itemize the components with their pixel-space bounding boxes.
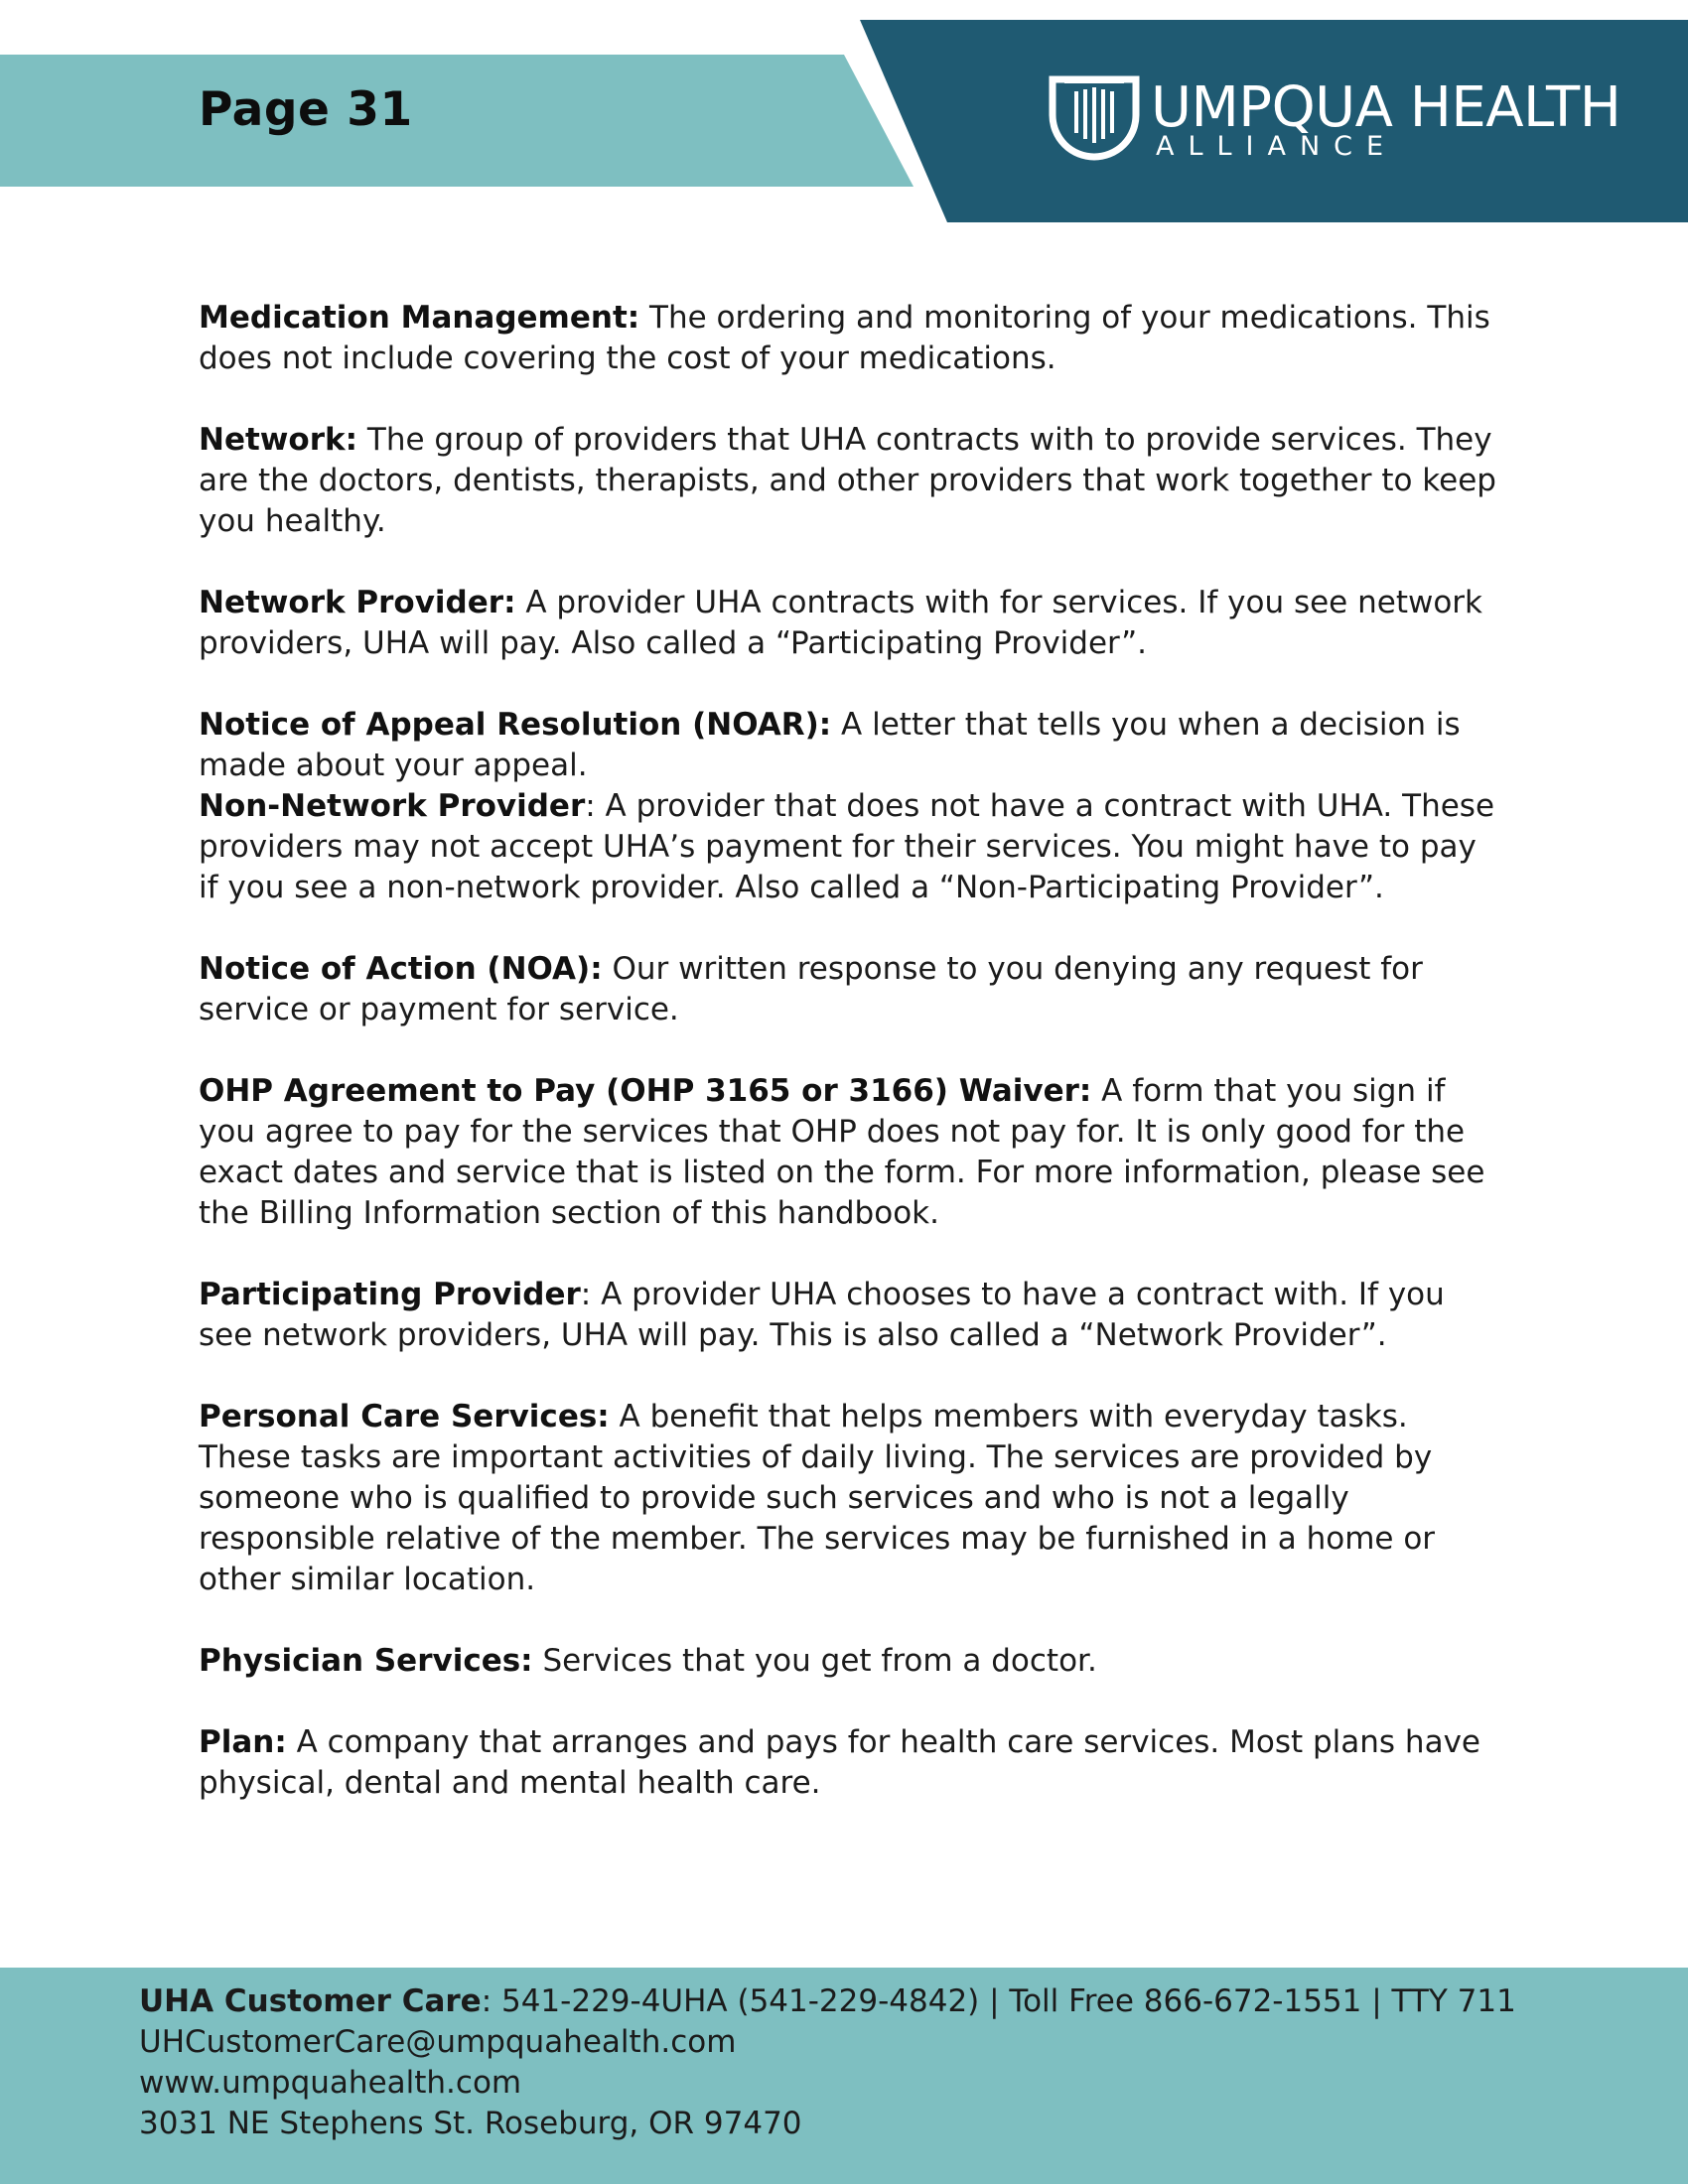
website-link[interactable]: www.umpquahealth.com	[139, 2065, 522, 2101]
email-link[interactable]: UHCustomerCare@umpquahealth.com	[139, 2024, 737, 2060]
glossary-definition: The group of providers that UHA contracts with to provide services. They are the doctors, dentists, therapists, and other providers that work together to keep you healthy.	[199, 422, 1496, 539]
glossary-definition: The ordering and monitoring of your medications. This does not include covering the cost of your medications.	[199, 300, 1490, 376]
glossary-term: Notice of Action (NOA):	[199, 951, 603, 987]
shield-logo-icon	[1047, 71, 1142, 167]
glossary-entry	[199, 583, 1499, 664]
glossary-entry	[199, 1722, 1499, 1804]
glossary-term: Plan:	[199, 1724, 287, 1760]
glossary-term: Network Provider:	[199, 585, 516, 620]
customer-care-label: UHA Customer Care	[139, 1983, 482, 2019]
glossary-definition: Services that you get from a doctor.	[532, 1643, 1097, 1679]
customer-care-line	[139, 1981, 1516, 2022]
glossary-definition: : A provider that does not have a contract with UHA. These providers may not accept UHA’s payment for their services. You might have to pay if you see a non-network provider. Also called a “Non-Participating Provider”.	[199, 788, 1495, 905]
glossary-entry	[199, 949, 1499, 1030]
mailing-address: 3031 NE Stephens St. Roseburg, OR 97470	[139, 2106, 802, 2141]
header-light-band	[0, 55, 914, 187]
glossary-definition: A form that you sign if you agree to pay for the services that OHP does not pay for. It is only good for the exact dates and service that is listed on the form. For more information, please see the Billing Information section of this handbook.	[199, 1073, 1485, 1231]
umpqua-health-logo	[1047, 71, 1632, 171]
glossary-entry	[199, 705, 1499, 786]
glossary-term: OHP Agreement to Pay (OHP 3165 or 3166) Waiver:	[199, 1073, 1092, 1109]
glossary-term: Participating Provider	[199, 1277, 581, 1312]
glossary-definition: : A provider UHA chooses to have a contract with. If you see network providers, UHA will pay. This is also called a “Network Provider”.	[199, 1277, 1445, 1353]
glossary-term: Notice of Appeal Resolution (NOAR):	[199, 707, 832, 743]
page-footer	[0, 1968, 1688, 2184]
glossary-definition: A company that arranges and pays for health care services. Most plans have physical, dental and mental health care.	[199, 1724, 1480, 1801]
glossary-entry	[199, 786, 1499, 908]
glossary-term: Personal Care Services:	[199, 1399, 610, 1434]
glossary-term: Physician Services:	[199, 1643, 533, 1679]
logo-name: UMPQUA HEALTH	[1151, 75, 1621, 140]
glossary-definition: A provider UHA contracts with for services. If you see network providers, UHA will pay. Also called a “Participating Provider”.	[199, 585, 1482, 661]
glossary-entry	[199, 1641, 1499, 1682]
glossary-entry	[199, 1275, 1499, 1356]
glossary-entry	[199, 1397, 1499, 1600]
glossary-definition: A letter that tells you when a decision is made about your appeal.	[199, 707, 1461, 783]
contact-info	[139, 1981, 1516, 2144]
phone-numbers: : 541-229-4UHA (541-229-4842) | Toll Free 866-672-1551 | TTY 711	[481, 1983, 1516, 2019]
glossary-entry	[199, 420, 1499, 542]
logo-subtitle: ALLIANCE	[1156, 131, 1398, 162]
glossary-term: Network:	[199, 422, 358, 458]
glossary-term: Medication Management:	[199, 300, 640, 336]
glossary-entry	[199, 1071, 1499, 1234]
glossary-entry	[199, 298, 1499, 379]
glossary-term: Non-Network Provider	[199, 788, 586, 824]
page-header	[0, 0, 1688, 238]
glossary-definition: Our written response to you denying any request for service or payment for service.	[199, 951, 1423, 1027]
page-number: Page 31	[199, 82, 413, 137]
glossary-content	[199, 298, 1499, 1844]
glossary-definition: A benefit that helps members with everyday tasks. These tasks are important activities of daily living. The services are provided by someone who is qualified to provide such services and who is not a legally responsible relative of the member. The services may be furnished in a home or other similar location.	[199, 1399, 1436, 1597]
